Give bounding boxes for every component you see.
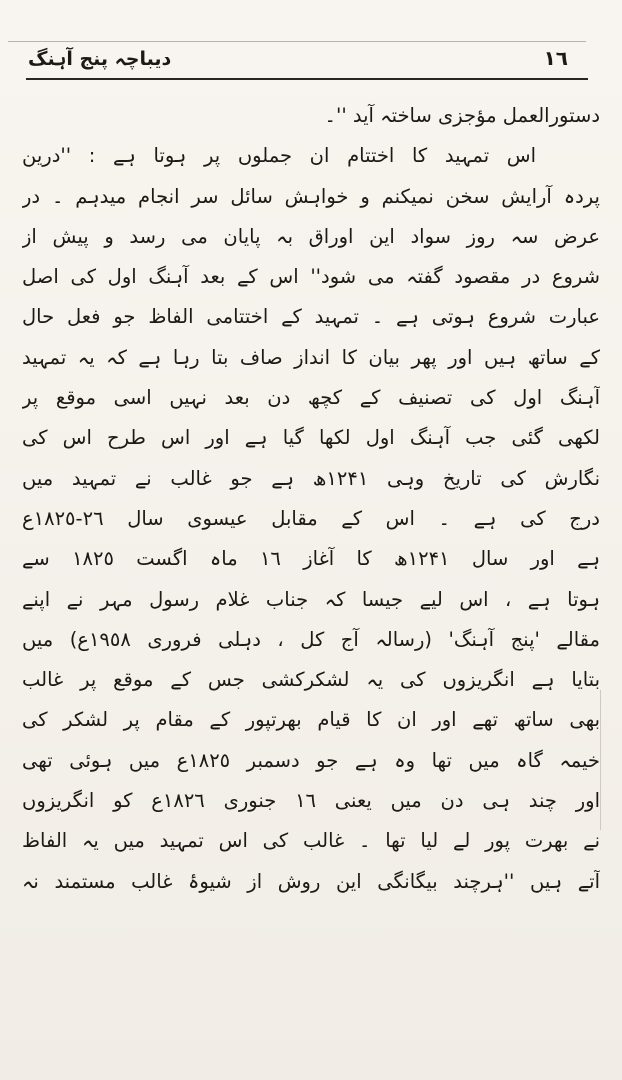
text-line: کے ساتھ ہیں اور پھر بیان کا انداز صاف بتا رہا ہے کہ یہ تمہید (22, 345, 600, 369)
text-line: بھی ساتھ تھے اور ان کا قیام بھرتپور کے مقام پر لشکر کی (22, 708, 600, 732)
text-line: اس تمہید کا اختتام ان جملوں پر ہوتا ہے : ''درین (22, 144, 536, 168)
text-line: پردہ آرایش سخن نمیکنم و خواہش سائل سر انجام میدہم ۔ در (22, 184, 600, 208)
text-line: دستورالعمل مؤجزی ساختہ آید ''۔ (324, 104, 600, 127)
body-text (22, 96, 600, 1071)
text-line: اور چند ہی دن میں یعنی ١٦ جنوری ١٨٢٦ع کو انگریزوں (22, 789, 600, 813)
text-line: خیمہ گاہ میں تھا وہ ہے جو دسمبر ١٨٢٥ع میں ہوئی تھی (22, 748, 600, 772)
text-line: آہنگ اول کی تصنیف کے کچھ دن بعد نہیں اسی موقع پر (22, 386, 600, 410)
text-line: عرض سہ روز سواد این اوراق بہ پایان می رسد و پیش از (22, 224, 600, 248)
text-line: آتے ہیں ''ہرچند بیگانگی این روش از شیوۂ غالب مستمند نہ (22, 869, 600, 893)
text-line: بتایا ہے انگریزوں کی یہ لشکرکشی جس کے موقع پر غالب (22, 668, 600, 692)
text-line: ہوتا ہے ، اس لیے جیسا کہ جناب غلام رسول مہر نے اپنے (22, 587, 600, 611)
header-rule (26, 78, 588, 80)
page-number: ۱٦ (543, 46, 568, 70)
page-header (28, 46, 586, 76)
text-line: مقالے 'پنج آہنگ' (رسالہ آج کل ، دہلی فروری ١٩٥٨ع) میں (22, 627, 600, 651)
margin-mark (600, 690, 601, 830)
text-line: شروع در مقصود گفتہ می شود'' اس کے بعد آہنگ اول کی اصل (22, 265, 600, 289)
text-line: لکھی گئی جب آہنگ اول لکھا گیا ہے اور اس طرح اس کی (22, 426, 600, 450)
text-line: ہے اور سال ۱۲۴۱ھ کا آغاز ١٦ ماہ اگست ١٨٢٥ سے (22, 547, 600, 571)
text-line: نے بھرت پور لے لیا تھا ۔ غالب کی اس تمہید میں یہ الفاظ (22, 829, 600, 853)
running-title: دیباچہ پنج آہنگ (28, 48, 172, 70)
top-edge-rule (8, 41, 586, 42)
text-line: درج کی ہے ۔ اس کے مقابل عیسوی سال ٢٦-١٨٢٥ع (22, 506, 600, 530)
text-line: نگارش کی تاریخ وہی ۱۲۴۱ھ ہے جو غالب نے تمہید میں (22, 466, 600, 490)
text-line: عبارت شروع ہوتی ہے ۔ تمہید کے اختتامی الفاظ جو فعل حال (22, 305, 600, 329)
